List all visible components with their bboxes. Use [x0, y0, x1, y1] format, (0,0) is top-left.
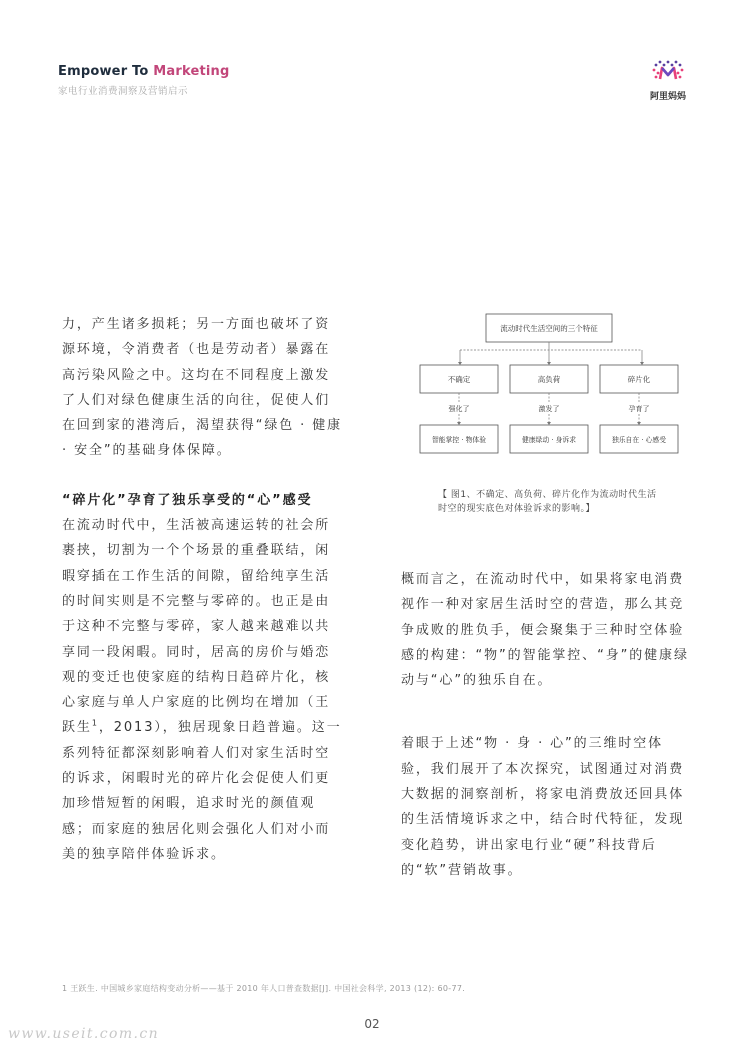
- footnote-ref[interactable]: 1: [91, 719, 99, 729]
- alimama-logo-icon: [651, 58, 685, 84]
- right-paragraph-1: 概而言之，在流动时代中，如果将家电消费视作一种对家居生活时空的营造，那么其竞争成败的胜负手，便会聚集于三种时空体验感的构建：“物”的智能掌控、“身”的健康绿动与“心”的独乐自在。: [401, 572, 689, 689]
- diagram-bottom-label-1: 智能掌控 · 物体验: [431, 436, 487, 444]
- diagram-bottom-label-2: 健康绿动 · 身诉求: [521, 436, 577, 444]
- caption-line-2: 时空的现实底色对体验诉求的影响。】: [438, 504, 596, 514]
- page-number: 02: [364, 1017, 380, 1031]
- figure-caption: [438, 488, 688, 516]
- diagram-mid-label-2: 高负荷: [537, 375, 561, 384]
- feature-diagram: [418, 312, 688, 462]
- section-heading: “碎片化”孕育了独乐享受的“心”感受: [62, 492, 313, 508]
- right-column: [401, 567, 690, 883]
- logo-text: 阿里妈妈: [650, 92, 687, 102]
- diagram-relation-2: 激发了: [538, 405, 560, 413]
- left-paragraph-1: 力，产生诸多损耗；另一方面也破坏了资源环境，令消费者（也是劳动者）暴露在高污染风险之中。这均在不同程度上激发了人们对绿色健康生活的向往，促使人们在回到家的港湾后，渴望获得“绿色 · 健康 · 安全”的基础身体保障。: [62, 317, 343, 459]
- header-title: [58, 64, 230, 79]
- alimama-logo: [650, 58, 686, 102]
- diagram-bottom-label-3: 独乐自在 · 心感受: [611, 436, 667, 444]
- left-column: [62, 312, 343, 867]
- header-subtitle: 家电行业消费洞察及营销启示: [58, 86, 189, 97]
- caption-line-1: 【 图1、不确定、高负荷、碎片化作为流动时代生活: [438, 490, 657, 500]
- diagram-mid-label-1: 不确定: [447, 375, 471, 384]
- right-paragraph-2: 着眼于上述“物 · 身 · 心”的三维时空体验，我们展开了本次探究，试图通过对消费大数据的洞察剖析，将家电消费放还回具体的生活情境诉求之中，结合时代特征，发现变化趋势，讲出家电行业“硬”科技背后的“软”营销故事。: [401, 736, 685, 878]
- diagram-relation-1: 强化了: [448, 405, 470, 413]
- diagram-relation-3: 孕育了: [628, 405, 650, 413]
- header-title-part2: Marketing: [153, 64, 230, 79]
- header-title-part1: Empower To: [58, 64, 154, 79]
- left-paragraph-2: [62, 513, 343, 867]
- footnote: 1 王跃生. 中国城乡家庭结构变动分析——基于 2010 年人口普查数据[J]. 中国社会科学, 2013 (12): 60-77.: [62, 984, 466, 993]
- left-paragraph-2-a: 在流动时代中，生活被高速运转的社会所裹挟，切割为一个个场景的重叠联结，闲暇穿插在工作生活的间隙，留给纯享生活的时间实则是不完整与零碎的。也正是由于这种不完整与零碎，家人越来越难以共享同一段闲暇。同时，居高的房价与婚恋观的变迁也使家庭的结构日趋碎片化，核心家庭与单人户家庭的比例均在增加（王跃生: [62, 518, 331, 736]
- diagram-top-label: 流动时代生活空间的三个特征: [500, 324, 598, 333]
- watermark: www.useit.com.cn: [8, 1026, 160, 1042]
- diagram-mid-label-3: 碎片化: [627, 375, 651, 384]
- left-paragraph-2-b: ，2013），独居现象日趋普遍。这一系列特征都深刻影响着人们对家生活时空的诉求，闲暇时光的碎片化会促使人们更加珍惜短暂的闲暇，追求时光的颜值观感；而家庭的独居化则会强化人们对小而美的独享陪伴体验诉求。: [62, 720, 342, 862]
